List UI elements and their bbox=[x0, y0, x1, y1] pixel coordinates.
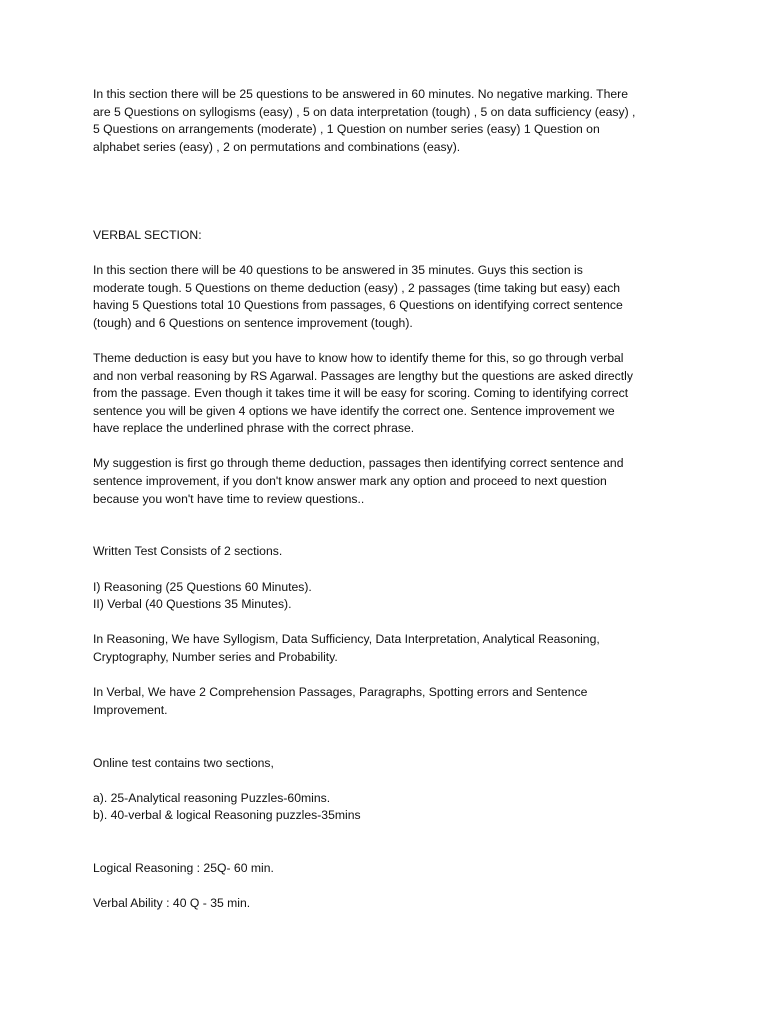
spacer bbox=[93, 209, 693, 227]
text-line: are 5 Questions on syllogisms (easy) , 5 on data interpretation (tough) , 5 on data sufficiency (easy) , bbox=[93, 104, 636, 119]
text-line: In Verbal, We have 2 Comprehension Passages, Paragraphs, Spotting errors and Sentence bbox=[93, 685, 588, 700]
text-line: 5 Questions on arrangements (moderate) , 1 Question on number series (easy) 1 Question on bbox=[93, 122, 600, 137]
text-line: My suggestion is first go through theme deduction, passages then identifying correct sentence and bbox=[93, 456, 624, 471]
text-line: and non verbal reasoning by RS Agarwal. Passages are lengthy but the questions are asked directly bbox=[93, 368, 633, 383]
written-test-paragraph bbox=[93, 543, 693, 561]
list-item: I) Reasoning (25 Questions 60 Minutes). bbox=[93, 579, 312, 594]
theme-deduction-paragraph bbox=[93, 350, 693, 438]
spacer bbox=[93, 508, 693, 543]
text-line: Logical Reasoning : 25Q- 60 min. bbox=[93, 861, 274, 876]
text-line: Written Test Consists of 2 sections. bbox=[93, 544, 283, 559]
logical-reasoning-line bbox=[93, 860, 693, 878]
verbal-ability-line bbox=[93, 895, 693, 913]
text-line: Improvement. bbox=[93, 702, 168, 717]
spacer bbox=[93, 561, 693, 579]
spacer bbox=[93, 719, 693, 754]
spacer bbox=[93, 825, 693, 860]
text-line: have replace the underlined phrase with the correct phrase. bbox=[93, 421, 415, 436]
text-line: having 5 Questions total 10 Questions from passages, 6 Questions on identifying correct sentence bbox=[93, 298, 623, 313]
text-line: moderate tough. 5 Questions on theme deduction (easy) , 2 passages (time taking but easy) each bbox=[93, 280, 621, 295]
spacer bbox=[93, 156, 693, 209]
verbal-section-heading bbox=[93, 227, 693, 245]
text-line: sentence improvement, if you don't know answer mark any option and proceed to next question bbox=[93, 474, 607, 489]
suggestion-paragraph bbox=[93, 455, 693, 508]
online-test-paragraph bbox=[93, 755, 693, 773]
spacer bbox=[93, 438, 693, 456]
text-line: Theme deduction is easy but you have to know how to identify theme for this, so go through verbal bbox=[93, 350, 624, 365]
spacer bbox=[93, 667, 693, 685]
list-item: b). 40-verbal & logical Reasoning puzzles-35mins bbox=[93, 808, 361, 823]
list-item: a). 25-Analytical reasoning Puzzles-60mins. bbox=[93, 790, 331, 805]
text-line: alphabet series (easy) , 2 on permutations and combinations (easy). bbox=[93, 139, 461, 154]
reasoning-intro-paragraph bbox=[93, 86, 693, 156]
text-line: In Reasoning, We have Syllogism, Data Sufficiency, Data Interpretation, Analytical Reasoning, bbox=[93, 632, 600, 647]
verbal-topics-paragraph bbox=[93, 684, 693, 719]
text-line: Cryptography, Number series and Probability. bbox=[93, 650, 338, 665]
text-line: from the passage. Even though it takes time it will be easy for scoring. Coming to identifying correct bbox=[93, 386, 629, 401]
spacer bbox=[93, 878, 693, 896]
spacer bbox=[93, 332, 693, 350]
sections-list bbox=[93, 579, 693, 614]
text-line: (tough) and 6 Questions on sentence improvement (tough). bbox=[93, 315, 413, 330]
text-line: sentence you will be given 4 options we have identify the correct one. Sentence improvement we bbox=[93, 403, 615, 418]
spacer bbox=[93, 614, 693, 632]
reasoning-topics-paragraph bbox=[93, 631, 693, 666]
online-sections-list bbox=[93, 790, 693, 825]
document-page bbox=[93, 86, 693, 913]
verbal-intro-paragraph bbox=[93, 262, 693, 332]
text-line: Online test contains two sections, bbox=[93, 755, 274, 770]
text-line: In this section there will be 40 questions to be answered in 35 minutes. Guys this section is bbox=[93, 262, 583, 277]
spacer bbox=[93, 244, 693, 262]
spacer bbox=[93, 772, 693, 790]
text-line: In this section there will be 25 questions to be answered in 60 minutes. No negative marking. There bbox=[93, 87, 628, 101]
text-line: because you won't have time to review questions.. bbox=[93, 491, 365, 506]
text-line: Verbal Ability : 40 Q - 35 min. bbox=[93, 896, 251, 911]
list-item: II) Verbal (40 Questions 35 Minutes). bbox=[93, 597, 292, 612]
heading-text: VERBAL SECTION: bbox=[93, 227, 202, 242]
